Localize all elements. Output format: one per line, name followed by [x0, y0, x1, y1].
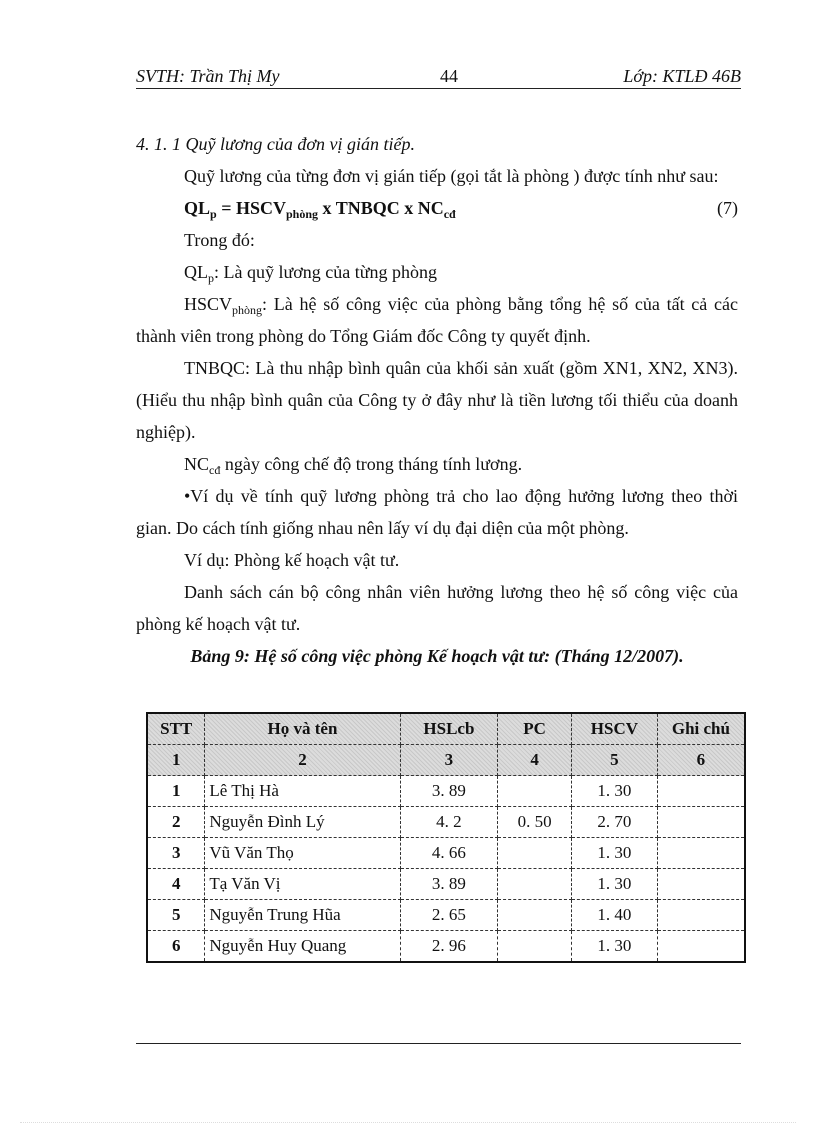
def-hscv: [136, 288, 738, 352]
formula-hscv: = HSCV: [216, 198, 286, 218]
formula-ql-sub: p: [210, 207, 217, 221]
def-nc-term: NC: [184, 454, 210, 474]
cell-stt: 4: [147, 869, 205, 900]
cell-stt: 6: [147, 931, 205, 963]
list-intro-paragraph: Danh sách cán bộ công nhân viên hưởng lương theo hệ số công việc của phòng kế hoạch vật tư.: [136, 582, 738, 634]
cell-stt: 3: [147, 838, 205, 869]
cell-hscv: 1. 40: [572, 900, 658, 931]
table-row: [147, 900, 745, 931]
def-tnbqc: TNBQC: Là thu nhập bình quân của khối sản xuất (gồm XN1, XN2, XN3). (Hiểu thu nhập bình quân của Công ty ở đây như là tiền lương tối thiểu của doanh nghiệp).: [136, 358, 738, 442]
cell-pc: 0. 50: [498, 807, 572, 838]
table-colnum-row: [147, 745, 745, 776]
section-heading: 4. 1. 1 Quỹ lương của đơn vị gián tiếp.: [136, 134, 415, 154]
cell-note: [657, 900, 745, 931]
page-content: [136, 128, 738, 672]
colnum: 6: [657, 745, 745, 776]
cell-hscv: 1. 30: [572, 869, 658, 900]
cell-name: Nguyễn Trung Hũa: [205, 900, 400, 931]
def-ql: [136, 256, 738, 288]
cell-note: [657, 807, 745, 838]
cell-name: Nguyễn Đình Lý: [205, 807, 400, 838]
cell-pc: [498, 869, 572, 900]
cell-pc: [498, 900, 572, 931]
page-header: [136, 60, 741, 89]
def-nc-text: ngày công chế độ trong tháng tính lương.: [220, 454, 523, 474]
cell-hslcb: 3. 89: [400, 869, 498, 900]
def-nc-sub: cđ: [209, 463, 221, 477]
cell-hslcb: 4. 2: [400, 807, 498, 838]
author-label: SVTH: Trần Thị My: [136, 66, 280, 86]
trong-do-label: Trong đó:: [184, 230, 255, 250]
colnum: 5: [572, 745, 658, 776]
cell-pc: [498, 838, 572, 869]
example-paragraph: Ví dụ: Phòng kế hoạch vật tư.: [184, 550, 400, 570]
formula-nc-sub: cđ: [443, 207, 456, 221]
cell-pc: [498, 776, 572, 807]
cell-hslcb: 2. 65: [400, 900, 498, 931]
cell-hscv: 1. 30: [572, 931, 658, 963]
colnum: 1: [147, 745, 205, 776]
header-stt: STT: [147, 713, 205, 745]
table-row: [147, 869, 745, 900]
cell-note: [657, 776, 745, 807]
def-hscv-term: HSCV: [184, 294, 233, 314]
intro-paragraph: Quỹ lương của từng đơn vị gián tiếp (gọi tắt là phòng ) được tính như sau:: [184, 166, 719, 186]
cell-note: [657, 838, 745, 869]
cell-name: Vũ Văn Thọ: [205, 838, 400, 869]
colnum: 2: [205, 745, 400, 776]
bullet-paragraph: •Ví dụ về tính quỹ lương phòng trả cho lao động hưởng lương theo thời gian. Do cách tính giống nhau nên lấy ví dụ đại diện của một phòng.: [136, 486, 738, 538]
cell-hscv: 2. 70: [572, 807, 658, 838]
table-header-row: [147, 713, 745, 745]
cell-hscv: 1. 30: [572, 838, 658, 869]
table-row: [147, 807, 745, 838]
colnum: 4: [498, 745, 572, 776]
formula-ql: QL: [184, 198, 211, 218]
def-hscv-text: : Là hệ số công việc của phòng bằng tổng hệ số của tất cả các thành viên trong phòng do Tổng Giám đốc Công ty quyết định.: [136, 294, 738, 346]
cell-hslcb: 4. 66: [400, 838, 498, 869]
cell-name: Nguyễn Huy Quang: [205, 931, 400, 963]
header-note: Ghi chú: [657, 713, 745, 745]
cell-pc: [498, 931, 572, 963]
formula-mid: x TNBQC x NC: [318, 198, 444, 218]
class-label: Lớp: KTLĐ 46B: [623, 66, 741, 86]
def-hscv-sub: phòng: [232, 303, 263, 317]
formula-hscv-sub: phòng: [285, 207, 319, 221]
equation-number: (7): [717, 198, 738, 218]
header-hslcb: HSLcb: [400, 713, 498, 745]
table-caption: Bảng 9: Hệ số công việc phòng Kế hoạch vật tư: (Tháng 12/2007).: [190, 646, 684, 666]
def-ql-term: QL: [184, 262, 208, 282]
footer-divider: [136, 1043, 741, 1044]
cell-stt: 2: [147, 807, 205, 838]
def-ql-sub: p: [208, 271, 214, 285]
table-row: [147, 931, 745, 963]
def-ql-text: : Là quỹ lương của từng phòng: [214, 262, 437, 282]
coefficient-table: [146, 712, 746, 963]
cell-hslcb: 3. 89: [400, 776, 498, 807]
formula-line: [136, 192, 738, 224]
table-row: [147, 776, 745, 807]
def-nc: [136, 448, 738, 480]
header-hscv: HSCV: [572, 713, 658, 745]
cell-name: Tạ Văn Vị: [205, 869, 400, 900]
cell-note: [657, 931, 745, 963]
cell-note: [657, 869, 745, 900]
header-pc: PC: [498, 713, 572, 745]
cell-hscv: 1. 30: [572, 776, 658, 807]
header-name: Họ và tên: [205, 713, 400, 745]
cell-hslcb: 2. 96: [400, 931, 498, 963]
table-row: [147, 838, 745, 869]
page-number: 44: [440, 66, 458, 86]
cell-stt: 5: [147, 900, 205, 931]
cell-stt: 1: [147, 776, 205, 807]
colnum: 3: [400, 745, 498, 776]
cell-name: Lê Thị Hà: [205, 776, 400, 807]
